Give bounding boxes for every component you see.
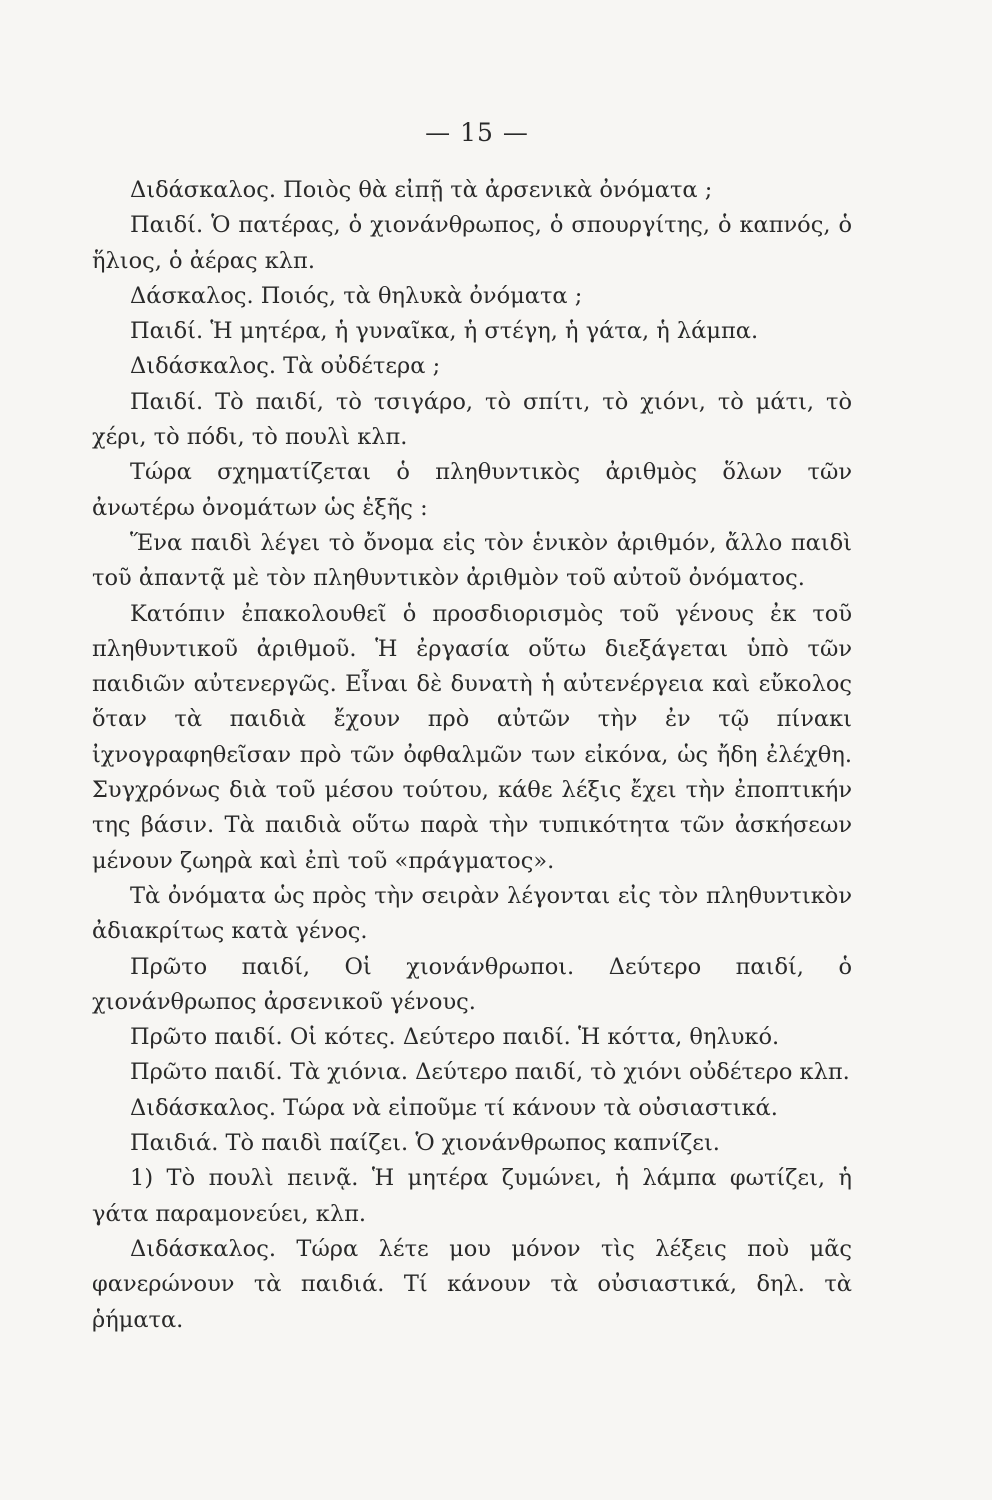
paragraph: Παιδιά. Τὸ παιδὶ παίζει. Ὁ χιονάνθρωπος καπνίζει. — [130, 1130, 720, 1157]
paragraph: Κατόπιν ἐπακολουθεῖ ὁ προσδιορισμὸς τοῦ γένους ἐκ τοῦ πληθυντικοῦ ἀριθμοῦ. Ἡ ἐργασία οὕτω διεξάγεται ὑπὸ τῶν παιδιῶν αὐτενεργῶς. Εἶναι δὲ δυνατὴ ἡ αὐτενέργεια καὶ εὔκολος ὅταν τὰ παιδιὰ ἔχουν πρὸ αὐτῶν τὴν ἐν τῷ πίνακι ἰχνογραφηθεῖσαν πρὸ τῶν ὀφθαλμῶν των εἰκόνα, ὡς ἤδη ἐλέχθη. Συγχρόνως διὰ τοῦ μέσου τούτου, κάθε λέξις ἔχει τὴν ἐποπτικήν της βάσιν. Τὰ παιδιὰ οὕτω παρὰ τὴν τυπικότητα τῶν ἀσκήσεων μένουν ζωηρὰ καὶ ἐπὶ τοῦ «πράγματος». — [92, 600, 852, 874]
paragraph: Τώρα σχηματίζεται ὁ πληθυντικὸς ἀριθμὸς ὅλων τῶν ἀνωτέρω ὀνομάτων ὡς ἑξῆς : — [92, 459, 852, 521]
paragraph: Παιδί. Ἡ μητέρα, ἡ γυναῖκα, ἡ στέγη, ἡ γάτα, ἡ λάμπα. — [130, 318, 759, 345]
body-text — [92, 173, 852, 1338]
paragraph: Διδάσκαλος. Ποιὸς θὰ εἰπῇ τὰ ἀρσενικὰ ὀνόματα ; — [130, 177, 713, 203]
paragraph: 1) Τὸ πουλὶ πεινᾷ. Ἡ μητέρα ζυμώνει, ἡ λάμπα φωτίζει, ἡ γάτα παραμονεύει, κλπ. — [92, 1165, 852, 1227]
paragraph: Παιδί. Ὁ πατέρας, ὁ χιονάνθρωπος, ὁ σπουργίτης, ὁ καπνός, ὁ ἥλιος, ὁ ἀέρας κλπ. — [92, 212, 852, 274]
paragraph: Πρῶτο παιδί, Οἱ χιονάνθρωποι. Δεύτερο παιδί, ὁ χιονάνθρωπος ἀρσενικοῦ γένους. — [92, 953, 852, 1015]
page-number: — 15 — — [425, 118, 529, 147]
paragraph: Διδάσκαλος. Τώρα νὰ εἰποῦμε τί κάνουν τὰ οὐσιαστικά. — [130, 1094, 778, 1121]
paragraph: Διδάσκαλος. Τὰ οὐδέτερα ; — [130, 353, 441, 380]
paragraph: Δάσκαλος. Ποιός, τὰ θηλυκὰ ὀνόματα ; — [130, 282, 583, 309]
paragraph: Τὰ ὀνόματα ὡς πρὸς τὴν σειρὰν λέγονται εἰς τὸν πληθυντικὸν ἀδιακρίτως κατὰ γένος. — [92, 882, 852, 945]
paragraph: Πρῶτο παιδί. Οἱ κότες. Δεύτερο παιδί. Ἡ κόττα, θηλυκό. — [130, 1024, 780, 1051]
paragraph: Πρῶτο παιδί. Τὰ χιόνια. Δεύτερο παιδί, τὸ χιόνι οὐδέτερο κλπ. — [130, 1059, 850, 1086]
paragraph: Διδάσκαλος. Τώρα λέτε μου μόνον τὶς λέξεις ποὺ μᾶς φανερώνουν τὰ παιδιά. Τί κάνουν τὰ οὐσιαστικά, δηλ. τὰ ῥήματα. — [92, 1235, 852, 1333]
paragraph: Ἕνα παιδὶ λέγει τὸ ὄνομα εἰς τὸν ἑνικὸν ἀριθμόν, ἄλλο παιδὶ τοῦ ἀπαντᾷ μὲ τὸν πληθυντικὸν ἀριθμὸν τοῦ αὐτοῦ ὀνόματος. — [92, 529, 852, 592]
paragraph: Παιδί. Τὸ παιδί, τὸ τσιγάρο, τὸ σπίτι, τὸ χιόνι, τὸ μάτι, τὸ χέρι, τὸ πόδι, τὸ πουλὶ κλπ. — [92, 388, 852, 451]
